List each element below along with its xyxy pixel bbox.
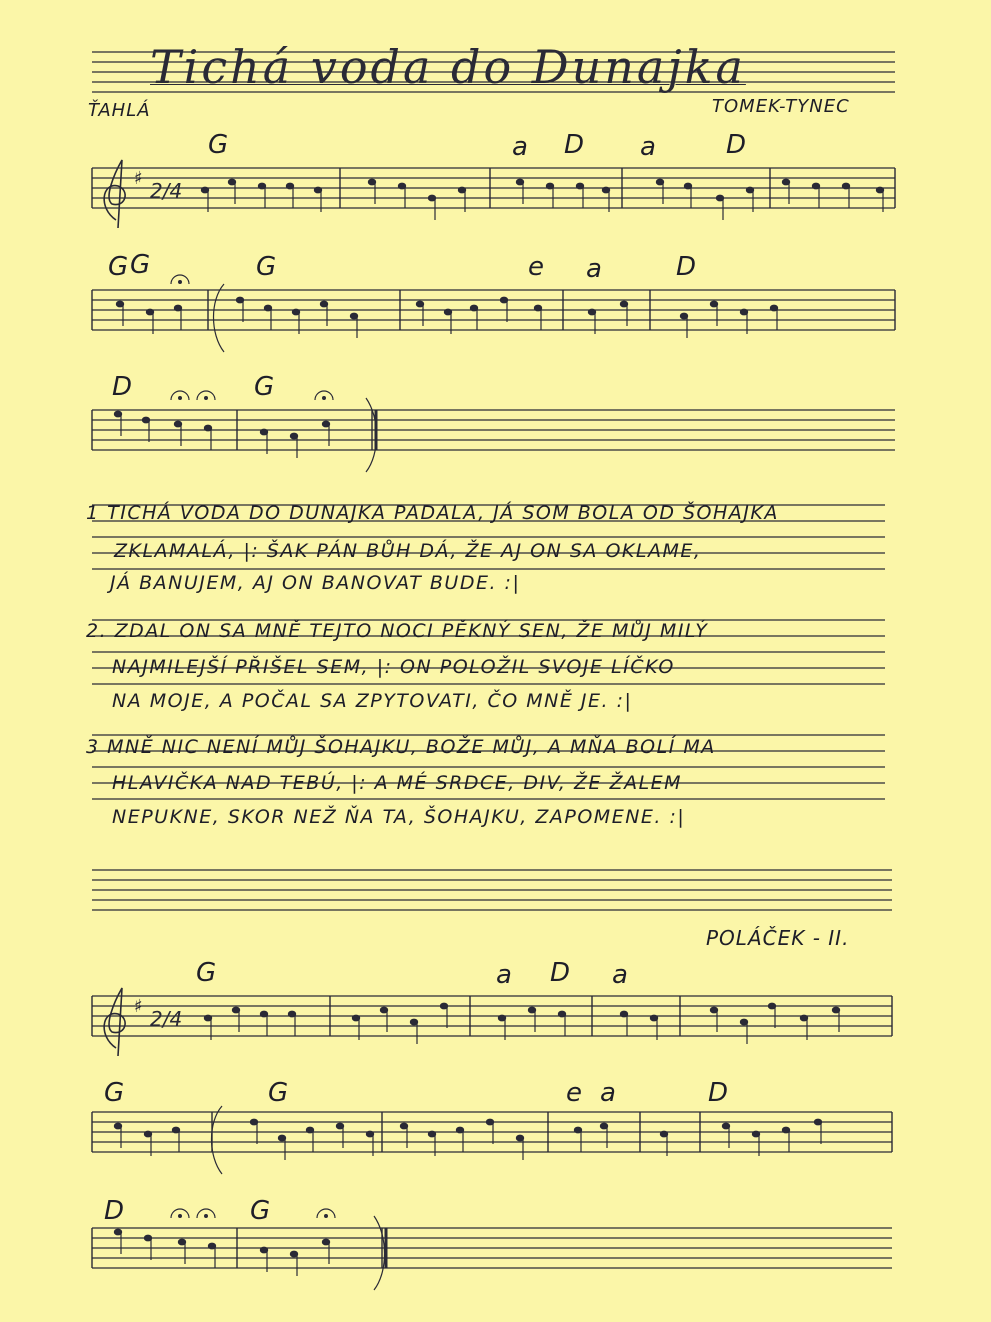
verse-line: 2. ZDAL ON SA MNĚ TEJTO NOCI PĚKNÝ SEN, ŽE MŮJ MILÝ bbox=[86, 620, 709, 642]
chord-label: a bbox=[640, 132, 657, 162]
chord-label: D bbox=[112, 372, 134, 402]
clefs bbox=[104, 160, 182, 1056]
repeat-bracket bbox=[374, 1216, 385, 1290]
chord-label: G bbox=[256, 252, 278, 282]
bar-lines bbox=[92, 168, 895, 1268]
sharp-icon: ♯ bbox=[134, 996, 143, 1017]
repeat-bracket bbox=[214, 284, 225, 352]
chord-label: G bbox=[130, 250, 152, 280]
fermata-dot bbox=[179, 1215, 182, 1218]
chord-label: G bbox=[104, 1078, 126, 1108]
verse-line: NEPUKNE, SKOR NEŽ ŇA TA, ŠOHAJKU, ZAPOMENE. :| bbox=[112, 806, 686, 828]
fermata-dot bbox=[325, 1215, 328, 1218]
time-signature: 2/4 bbox=[150, 1007, 183, 1031]
chord-label: a bbox=[586, 254, 603, 284]
chord-label: e bbox=[566, 1078, 583, 1108]
repeat-bracket bbox=[212, 1106, 223, 1174]
chord-label: a bbox=[612, 960, 629, 990]
treble-clef-icon bbox=[104, 160, 125, 228]
verse-line: HLAVIČKA NAD TEBÚ, |: A MÉ SRDCE, DIV, ŽE ŽALEM bbox=[112, 772, 683, 794]
source-label: TOMEK-TYNEC bbox=[712, 96, 850, 117]
verse-line: 1 TICHÁ VODA DO DUNAJKA PADALA, JÁ SOM BOLA OD ŠOHAJKA bbox=[86, 502, 779, 524]
chord-label: G bbox=[268, 1078, 290, 1108]
chord-label: D bbox=[564, 130, 586, 160]
fermata-dot bbox=[179, 397, 182, 400]
chord-label: e bbox=[528, 252, 545, 282]
chord-label: G bbox=[196, 958, 218, 988]
chord-label: D bbox=[726, 130, 748, 160]
chord-label: G bbox=[208, 130, 230, 160]
chord-label: D bbox=[550, 958, 572, 988]
fermata-dot bbox=[205, 397, 208, 400]
tempo-marking: ŤAHLÁ bbox=[88, 100, 151, 121]
verse-line: ZKLAMALÁ, |: ŠAK PÁN BŮH DÁ, ŽE AJ ON SA OKLAME, bbox=[114, 540, 702, 562]
time-signature: 2/4 bbox=[150, 179, 183, 203]
song2-title: POLÁČEK - II. bbox=[706, 926, 850, 950]
verse-line: 3 MNĚ NIC NENÍ MŮJ ŠOHAJKU, BOŽE MŮJ, A MŇA BOLÍ MA bbox=[86, 736, 716, 758]
verse-line: NA MOJE, A POČAL SA ZPYTOVATI, ČO MNĚ JE. :| bbox=[112, 690, 633, 712]
fermata-dot bbox=[179, 281, 182, 284]
verse-line: NAJMILEJŠÍ PŘIŠEL SEM, |: ON POLOŽIL SVOJE LÍČKO bbox=[112, 656, 675, 678]
chord-label: D bbox=[676, 252, 698, 282]
treble-clef-icon bbox=[104, 988, 125, 1056]
chord-label: G bbox=[250, 1196, 272, 1226]
chord-label: G bbox=[108, 252, 130, 282]
chord-label: D bbox=[708, 1078, 730, 1108]
song-title: Tichá voda do Dunajka bbox=[150, 40, 746, 94]
chord-label: D bbox=[104, 1196, 126, 1226]
verse-line: JÁ BANUJEM, AJ ON BANOVAT BUDE. :| bbox=[110, 572, 521, 594]
fermata-dot bbox=[205, 1215, 208, 1218]
chord-label: a bbox=[512, 132, 529, 162]
fermata-dot bbox=[323, 397, 326, 400]
chord-label: a bbox=[600, 1078, 617, 1108]
sharp-icon: ♯ bbox=[134, 168, 143, 189]
chord-label: a bbox=[496, 960, 513, 990]
chord-label: G bbox=[254, 372, 276, 402]
